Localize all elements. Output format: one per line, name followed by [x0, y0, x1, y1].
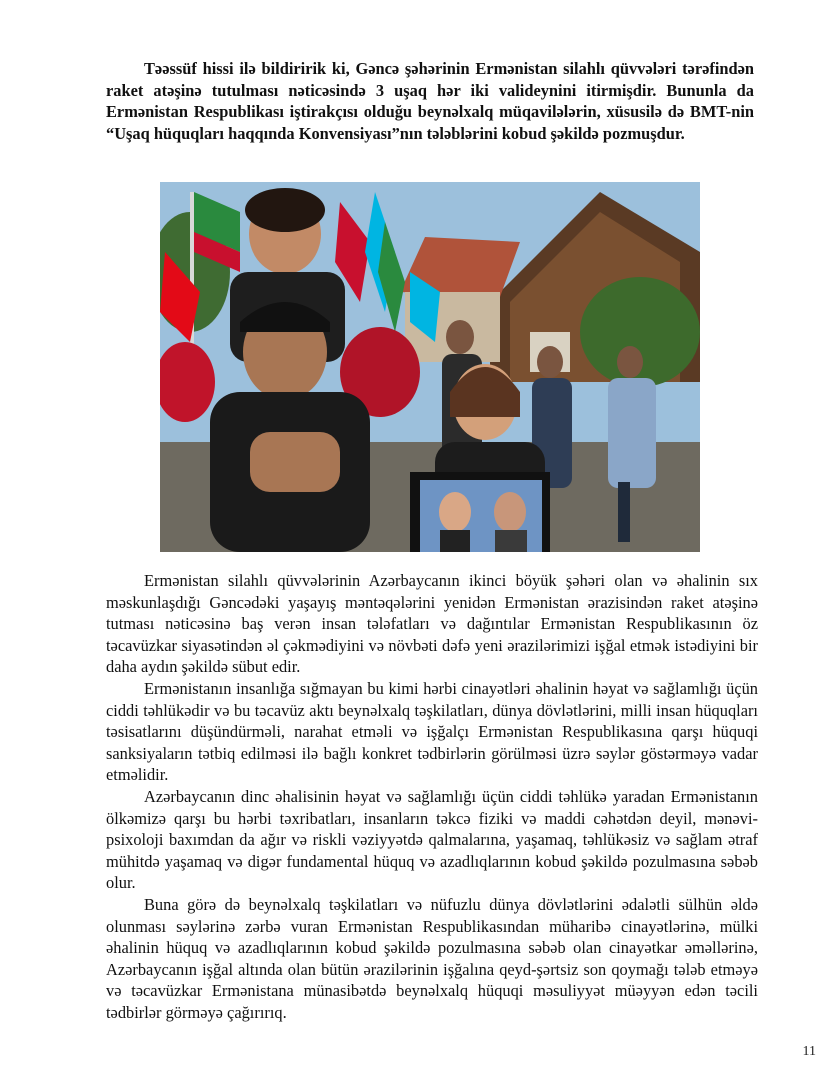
body-paragraph: Ermənistan silahlı qüvvələrinin Azərbaycanın ikinci böyük şəhəri olan və əhalinin sıx məskunlaşdığı Gəncədəki yaşayış məntəqələrini yenidən Ermənistan ərazisindən raket atəşinə tutması nəticəsinə baş verən insan tələfatları və dağıntılar Ermənistan Respublikasının öz təcavüzkar siyasətindən əl çəkmədiyini və növbəti dəfə yeni ərazilərimizi işğal etmək istədiyini bir daha aydın şəkildə sübut edir.	[106, 571, 758, 677]
body-paragraph: Azərbaycanın dinc əhalisinin həyat və sağlamlığı üçün ciddi təhlükə yaradan Ermənistanın ölkəmizə qarşı bu hərbi təxribatları, insanların təkcə fiziki və maddi cəhətdən deyil, mənəvi-psixoloji baxımdan da ağır və riskli vəziyyətdə qalmalarına, yaşamaq, təhlükəsiz və sağlam ətraf mühitdə yaşamaq və digər fundamental hüquq və azadlıqlarının kobud şəkildə pozulmasına səbəb olur.	[106, 786, 758, 893]
page-number: 11	[802, 1044, 816, 1059]
intro-paragraph: Təəssüf hissi ilə bildiririk ki, Gəncə şəhərinin Ermənistan silahlı qüvvələri tərəfindən raket atəşinə tutulması nəticəsində 3 uşaq hər iki valideynini itirmişdir. Bununla da Ermənistan Respublikası iştirakçısı olduğu beynəlxalq müqavilələrin, xüsusilə də BMT-nin “Uşaq hüquqları haqqında Konvensiyası”nın tələblərini kobud şəkildə pozmuşdur.	[106, 59, 754, 143]
body-text	[106, 570, 758, 1023]
funeral-photo	[160, 182, 700, 552]
body-paragraph: Buna görə də beynəlxalq təşkilatları və nüfuzlu dünya dövlətlərini ədalətli sülhün əldə olunması səylərinə zərbə vuran Ermənistan Respublikasından müharibə cinayətlərinə, mülki əhalinin hüquq və azadlıqlarının kobud şəkildə pozulmasına səbəb olan cinayətkar əməllərinə, Azərbaycanın işğal altında olan bütün ərazilərinin işğalına qeyd-şərtsiz son qoymağı tələb etməyə və təcavüzkar Ermənistana münasibətdə beynəlxalq hüquqi məsuliyyət müəyyən edən təcili tədbirlər görməyə çağırırıq.	[106, 894, 758, 1022]
body-paragraph: Ermənistanın insanlığa sığmayan bu kimi hərbi cinayətləri əhalinin həyat və sağlamlığı üçün ciddi təhlükədir və bu təcavüz aktı beynəlxalq təşkilatları, dünya dövlətlərini, milli insan hüquqları təsisatlarını düşündürməli, narahat etməli və işğalçı Ermənistan Respublikasına qarşı hüquqi sanksiyaların tətbiq edilməsi ilə bağlı konkret tədbirlərin görülməsi üzrə səylər göstərməyə vadar etməlidir.	[106, 678, 758, 785]
